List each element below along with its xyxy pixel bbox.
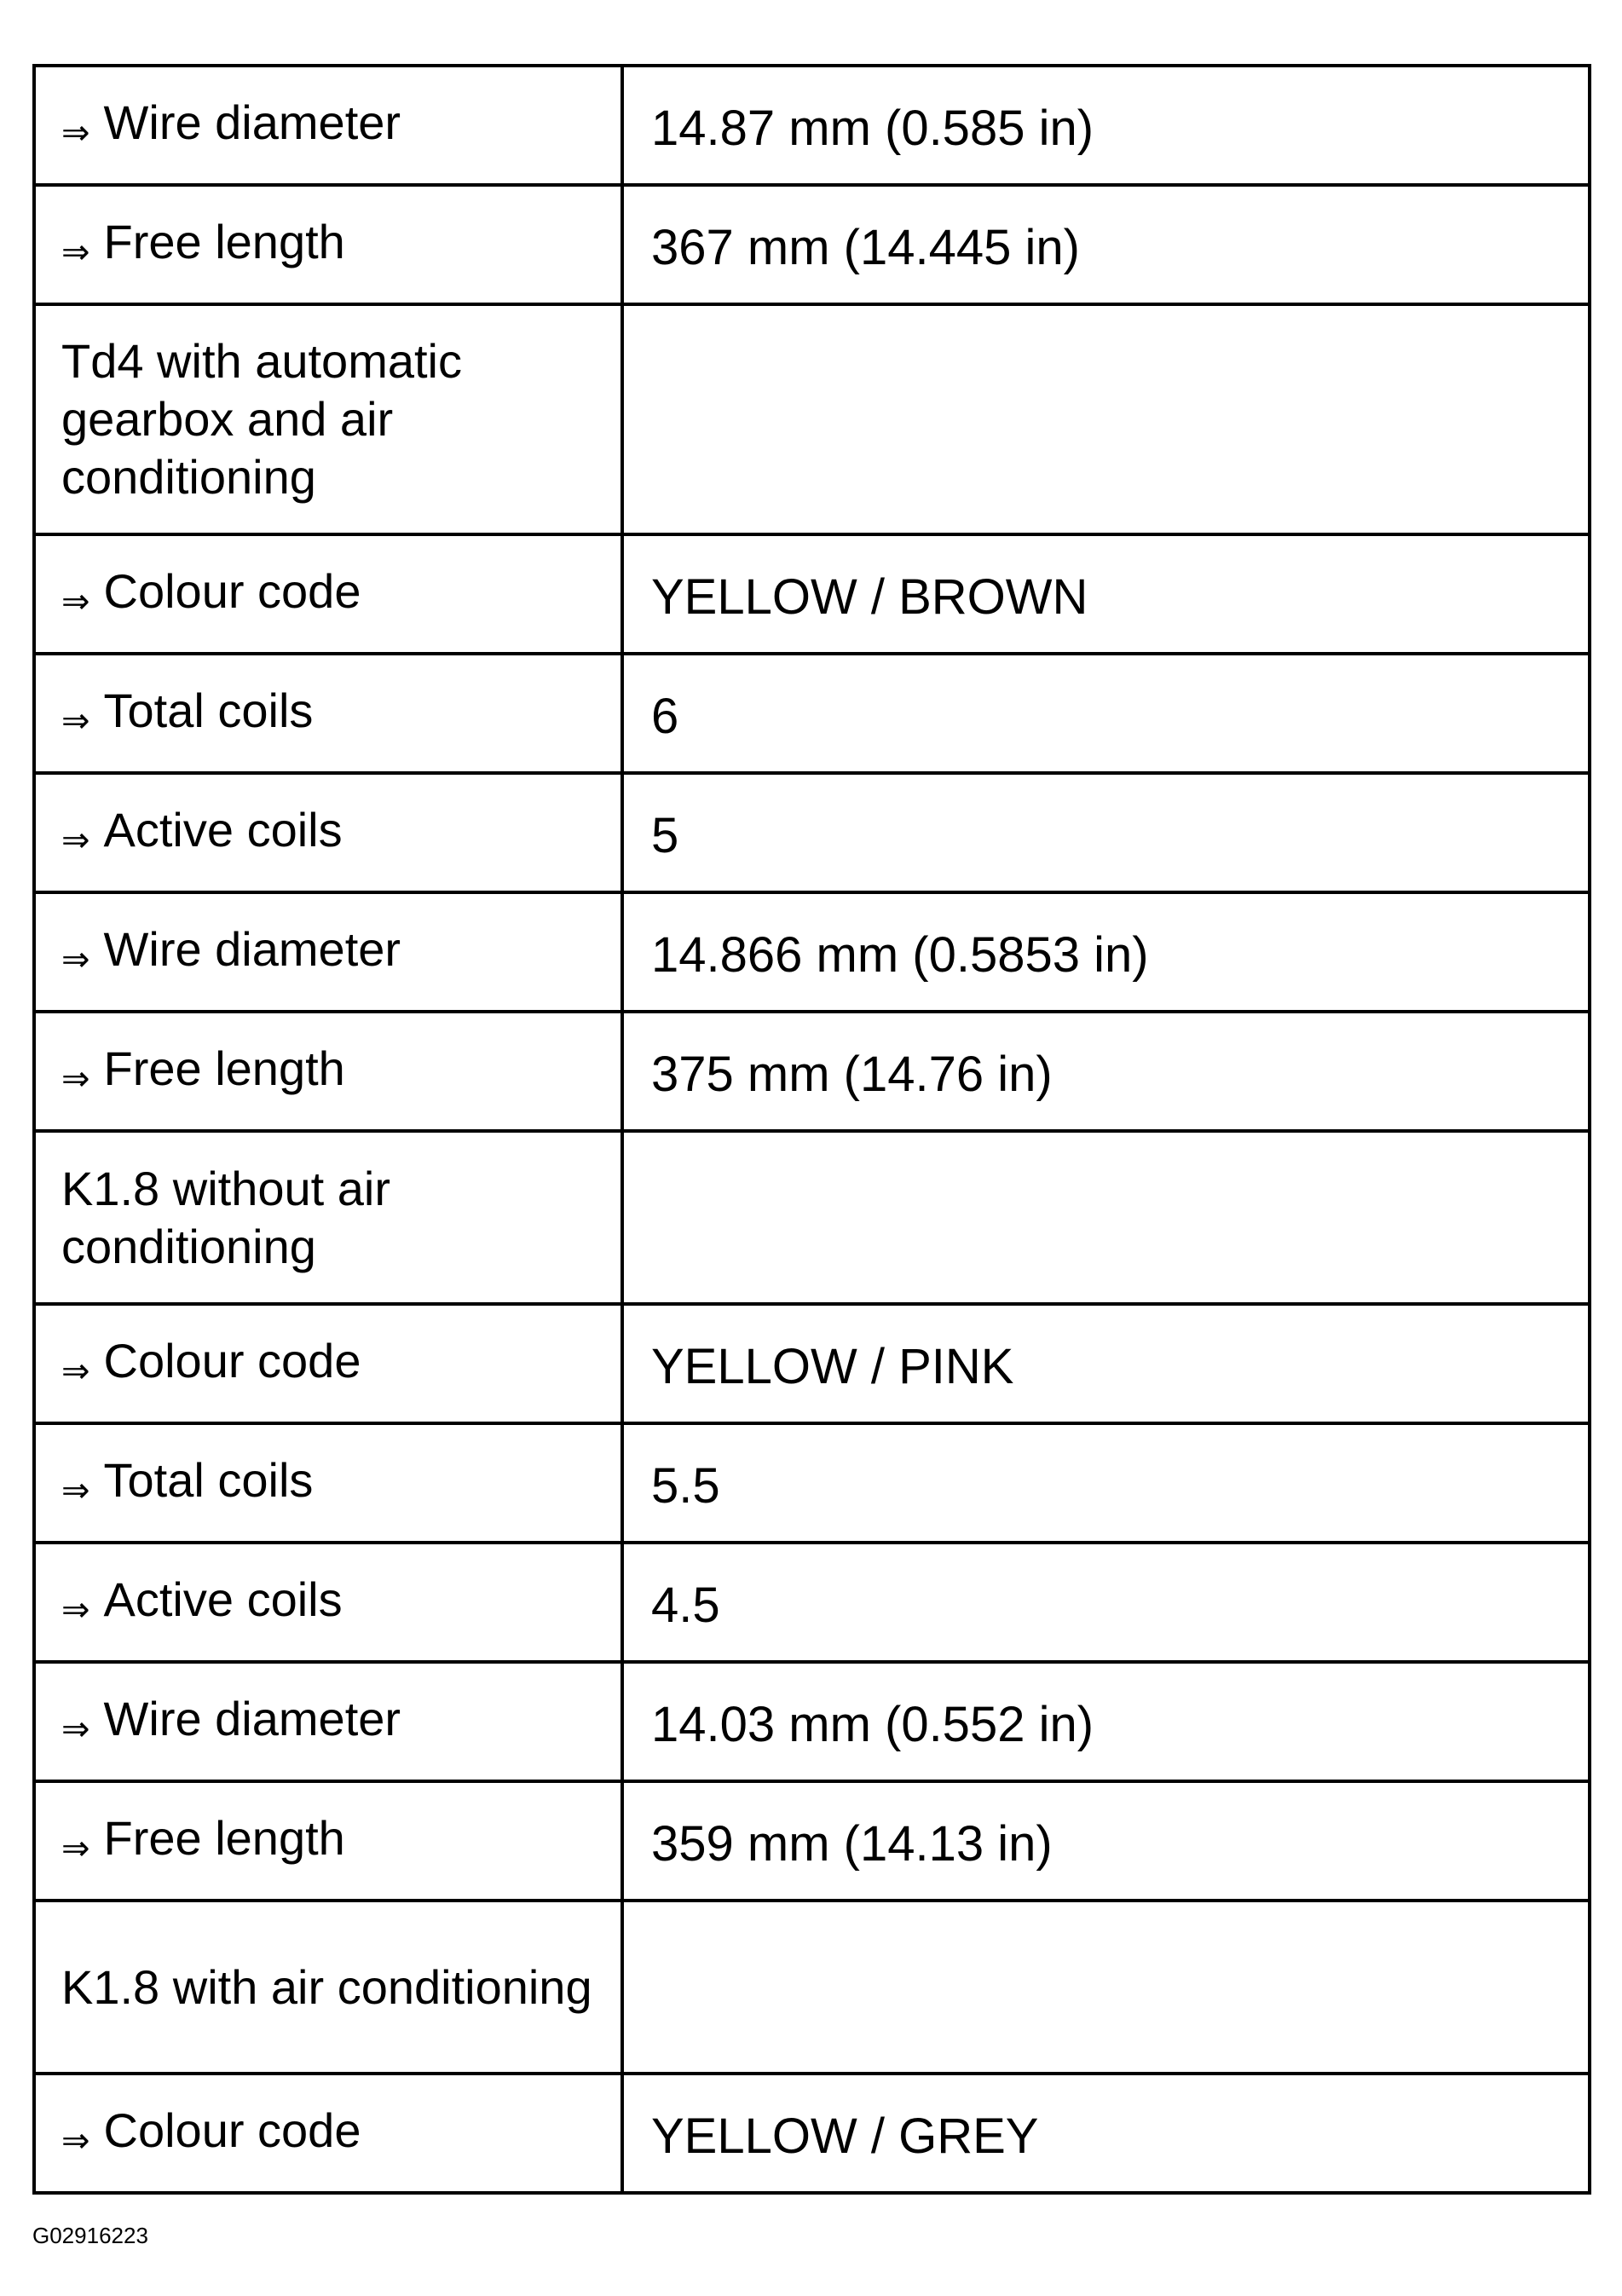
- spec-value-cell: [622, 534, 1590, 654]
- double-arrow-right-icon: ⇒: [61, 1060, 90, 1098]
- double-arrow-right-icon: ⇒: [61, 702, 90, 740]
- empty-value-cell: [622, 1131, 1590, 1304]
- section-heading: K1.8 with air conditioning: [61, 1959, 592, 2014]
- figure-id: G02916223: [32, 2223, 148, 2248]
- spec-value: 359 mm (14.13 in): [651, 1816, 1053, 1872]
- spec-row: [34, 1662, 1590, 1781]
- spec-label: Total coils: [103, 684, 314, 737]
- spec-label-cell: [34, 1543, 622, 1662]
- double-arrow-right-icon: ⇒: [61, 822, 90, 859]
- spec-label-cell: [34, 185, 622, 304]
- section-heading: K1.8 without air conditioning: [61, 1161, 390, 1273]
- spec-label: Wire diameter: [103, 1692, 401, 1745]
- spec-value-cell: [622, 773, 1590, 892]
- spec-value-cell: [622, 1304, 1590, 1423]
- spec-label: Free length: [103, 1811, 345, 1865]
- section-heading-row: [34, 1901, 1590, 2074]
- spec-value: YELLOW / GREY: [651, 2109, 1039, 2164]
- spec-row: [34, 654, 1590, 773]
- spec-label-cell: [34, 1304, 622, 1423]
- spec-label: Free length: [103, 1041, 345, 1095]
- spec-value: 375 mm (14.76 in): [651, 1047, 1053, 1102]
- spec-row: [34, 1304, 1590, 1423]
- spec-label-cell: [34, 1781, 622, 1901]
- spec-value: 14.03 mm (0.552 in): [651, 1697, 1094, 1752]
- spec-row: [34, 66, 1590, 185]
- spec-label: Total coils: [103, 1453, 314, 1507]
- spec-label-cell: [34, 1012, 622, 1131]
- spec-label-cell: [34, 654, 622, 773]
- spec-label-cell: [34, 66, 622, 185]
- spec-value: YELLOW / BROWN: [651, 569, 1088, 625]
- double-arrow-right-icon: ⇒: [61, 1830, 90, 1867]
- spec-value: 4.5: [651, 1578, 720, 1633]
- double-arrow-right-icon: ⇒: [61, 2122, 90, 2160]
- spec-row: [34, 185, 1590, 304]
- spec-value: 5.5: [651, 1458, 720, 1514]
- section-heading-cell: [34, 304, 622, 534]
- spec-row: [34, 1781, 1590, 1901]
- empty-value-cell: [622, 304, 1590, 534]
- spec-label-cell: [34, 773, 622, 892]
- spec-label-cell: [34, 534, 622, 654]
- spec-label-cell: [34, 2074, 622, 2193]
- double-arrow-right-icon: ⇒: [61, 114, 90, 152]
- spec-row: [34, 534, 1590, 654]
- spec-value-cell: [622, 892, 1590, 1012]
- spec-label: Wire diameter: [103, 922, 401, 976]
- spec-value: 14.87 mm (0.585 in): [651, 101, 1094, 156]
- section-heading-row: [34, 1131, 1590, 1304]
- spec-row: [34, 2074, 1590, 2193]
- spec-value: 14.866 mm (0.5853 in): [651, 927, 1149, 983]
- spec-value-cell: [622, 1012, 1590, 1131]
- empty-value-cell: [622, 1901, 1590, 2074]
- section-heading-cell: [34, 1901, 622, 2074]
- spec-value-cell: [622, 1543, 1590, 1662]
- spec-label: Colour code: [103, 564, 361, 618]
- spec-value: 367 mm (14.445 in): [651, 220, 1080, 275]
- spec-row: [34, 1543, 1590, 1662]
- spec-label-cell: [34, 1423, 622, 1543]
- spec-value-cell: [622, 185, 1590, 304]
- spec-value-cell: [622, 1781, 1590, 1901]
- spec-label: Colour code: [103, 2103, 361, 2157]
- spec-label-cell: [34, 892, 622, 1012]
- spec-value: YELLOW / PINK: [651, 1339, 1014, 1394]
- spec-value-cell: [622, 66, 1590, 185]
- double-arrow-right-icon: ⇒: [61, 1591, 90, 1629]
- spec-value-cell: [622, 2074, 1590, 2193]
- spring-spec-table-body: [34, 66, 1590, 2193]
- double-arrow-right-icon: ⇒: [61, 234, 90, 271]
- double-arrow-right-icon: ⇒: [61, 583, 90, 620]
- spec-row: [34, 1423, 1590, 1543]
- section-heading-row: [34, 304, 1590, 534]
- spec-label: Colour code: [103, 1334, 361, 1387]
- spec-label: Wire diameter: [103, 95, 401, 149]
- double-arrow-right-icon: ⇒: [61, 1710, 90, 1748]
- section-heading: Td4 with automatic gearbox and air conditioning: [61, 334, 462, 504]
- double-arrow-right-icon: ⇒: [61, 1472, 90, 1509]
- spec-value: 5: [651, 808, 679, 863]
- spec-value-cell: [622, 1662, 1590, 1781]
- spring-spec-table: [32, 64, 1591, 2195]
- spec-value: 6: [651, 689, 679, 744]
- double-arrow-right-icon: ⇒: [61, 941, 90, 978]
- spec-label-cell: [34, 1662, 622, 1781]
- double-arrow-right-icon: ⇒: [61, 1353, 90, 1390]
- spec-label: Active coils: [103, 1572, 343, 1626]
- spec-row: [34, 773, 1590, 892]
- spec-row: [34, 1012, 1590, 1131]
- spec-label: Active coils: [103, 803, 343, 857]
- spec-value-cell: [622, 654, 1590, 773]
- spec-label: Free length: [103, 215, 345, 268]
- section-heading-cell: [34, 1131, 622, 1304]
- spec-value-cell: [622, 1423, 1590, 1543]
- spec-row: [34, 892, 1590, 1012]
